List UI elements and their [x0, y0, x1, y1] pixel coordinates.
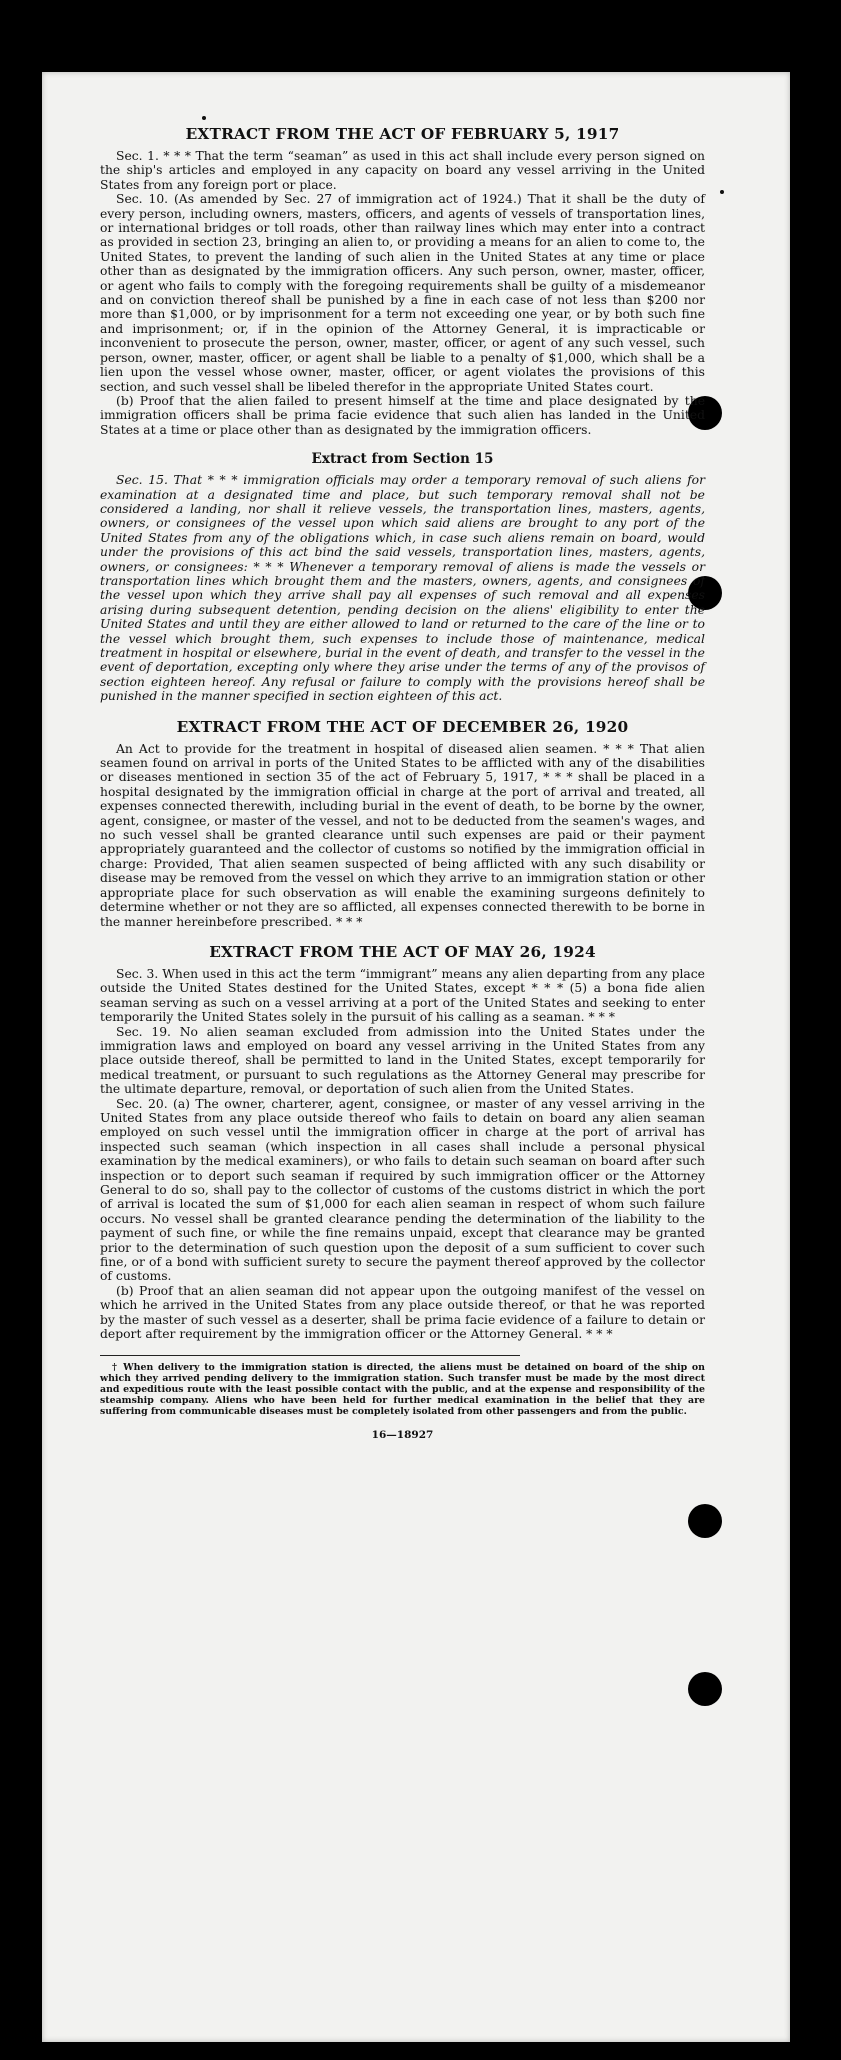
section-feb-1917 — [100, 125, 705, 437]
footnote-divider — [100, 1355, 520, 1356]
paragraph: (b) Proof that an alien seaman did not appear upon the outgoing manifest of the vessel on which he arrived in the United States from any place outside thereof, or that he was reported by the master of such vessel as a deserter, shall be prima facie evidence of a failure to detain or deport after requirement by the immigration officer or the Attorney General. * * * — [100, 1283, 705, 1342]
section-title: EXTRACT FROM THE ACT OF DECEMBER 26, 1920 — [176, 717, 629, 736]
paragraph: Sec. 19. No alien seaman excluded from admission into the United States under the immigration laws and employed on board any vessel arriving in the United States from any place outside thereof, shall be permitted to land in the United States, except temporarily for medical treatment, or pursuant to such regulations as the Attorney General may prescribe for the ultimate departure, removal, or deportation of such alien from the United States. — [100, 1024, 705, 1097]
form-number: 16—18927 — [371, 1429, 434, 1442]
section-dec-1920 — [100, 718, 705, 929]
paragraph: Sec. 20. (a) The owner, charterer, agent, consignee, or master of any vessel arriving in the United States from any place outside thereof who fails to detain on board any alien seaman employed on such vessel until the immigration officer in charge at the port of arrival has inspected such seaman (which inspection in all cases shall include a personal physical examination by the medical examiners), or who fails to detain such seaman on board after such inspection or to deport such seaman if required by such immigration officer or the Attorney General to do so, shall pay to the collector of customs of the customs district in which the port of arrival is located the sum of $1,000 for each alien seaman in respect of whom such failure occurs. No vessel shall be granted clearance pending the determination of the liability to the payment of such fine, or while the fine remains unpaid, except that clearance may be granted prior to the determination of such question upon the deposit of a sum sufficient to cover such fine, or of a bond with sufficient surety to secure the payment thereof approved by the collector of customs. — [100, 1096, 705, 1284]
paragraph: Sec. 1. * * * That the term “seaman” as used in this act shall include every person signed on the ship's articles and employed in any capacity on board any vessel arriving in the United States from any foreign port or place. — [100, 149, 705, 192]
paragraph: Sec. 15. That * * * immigration officials may order a temporary removal of such aliens for examination at a designated time and place, but such temporary removal shall not be considered a landing, nor shall it relieve vessels, the transportation lines, masters, agents, owners, or consignees of the vessel upon which said aliens are brought to any port of the United States from any of the obligations which, in case such aliens remain on board, would under the provisions of this act bind the said vessels, transportation lines, masters, agents, owners, or consignees: * * * Whenever a temporary removal of aliens is made the vessels or transportation lines which brought them and the masters, owners, agents, and consignees of the vessel upon which they arrive shall pay all expenses of such removal and all expenses arising during subsequent detention, pending decision on the aliens' eligibility to enter the United States and until they are either allowed to land or returned to the care of the line or to the vessel which brought them, such expenses to include those of maintenance, medical treatment in hospital or elsewhere, burial in the event of death, and transfer to the vessel in the event of deportation, excepting only where they arise under the terms of any of the provisos of section eighteen hereof. Any refusal or failure to comply with the provisions hereof shall be punished in the manner specified in section eighteen of this act. — [100, 473, 705, 704]
section-may-1924 — [100, 943, 705, 1342]
punch-hole — [688, 1504, 722, 1538]
paragraph: (b) Proof that the alien failed to present himself at the time and place designated by the immigration officers shall be prima facie evidence that such alien has landed in the United States at a time or place other than as designated by the immigration officers. — [100, 393, 705, 437]
speck — [720, 190, 724, 194]
speck — [202, 116, 206, 120]
section-subtitle: Extract from Section 15 — [311, 451, 494, 468]
section-title: EXTRACT FROM THE ACT OF FEBRUARY 5, 1917 — [185, 125, 620, 143]
section-15 — [100, 451, 705, 704]
document-body — [100, 125, 705, 1441]
paragraph: Sec. 3. When used in this act the term “immigrant” means any alien departing from any place outside the United States destined for the United States, except * * * (5) a bona fide alien seaman serving as such on a vessel arriving at a port of the United States and seeking to enter temporarily the United States solely in the pursuit of his calling as a seaman. * * * — [100, 966, 705, 1025]
paragraph: Sec. 10. (As amended by Sec. 27 of immigration act of 1924.) That it shall be the duty of every person, including owners, masters, officers, and agents of vessels of transportation lines, or international bridges or toll roads, other than railway lines which may enter into a contract as provided in section 23, bringing an alien to, or providing a means for an alien to come to, the United States, to prevent the landing of such alien in the United States at any time or place other than as designated by the immigration officers. Any such person, owner, master, officer, or agent who fails to comply with the foregoing requirements shall be guilty of a misdemeanor and on conviction thereof shall be punished by a fine in each case of not less than $200 nor more than $1,000, or by imprisonment for a term not exceeding one year, or by both such fine and imprisonment; or, if in the opinion of the Attorney General, it is impracticable or inconvenient to prosecute the person, owner, master, officer, or agent of any such vessel, such person, owner, master, officer, or agent shall be liable to a penalty of $1,000, which shall be a lien upon the vessel whose owner, master, officer, or agent violates the provisions of this section, and such vessel shall be libeled therefor in the appropriate United States court. — [100, 192, 705, 394]
paragraph: An Act to provide for the treatment in hospital of diseased alien seamen. * * * That alien seamen found on arrival in ports of the United States to be afflicted with any of the disabilities or diseases mentioned in section 35 of the act of February 5, 1917, * * * shall be placed in a hospital designated by the immigration official in charge at the port of arrival and treated, all expenses connected therewith, including burial in the event of death, to be borne by the owner, agent, consignee, or master of the vessel, and not to be deducted from the seamen's wages, and no such vessel shall be granted clearance until such expenses are paid or their payment appropriately guaranteed and the collector of customs so notified by the immigration official in charge: Provided, That alien seamen suspected of being afflicted with any such disability or disease may be removed from the vessel on which they arrive to an immigration station or other appropriate place for such observation as will enable the examining surgeons definitely to determine whether or not they are so afflicted, all expenses connected therewith to be borne in the manner hereinbefore prescribed. * * * — [100, 741, 705, 929]
footnote: † When delivery to the immigration station is directed, the aliens must be detained on board of the ship on which they arrived pending delivery to the immigration station. Such transfer must be made by the most direct and expeditious route with the least possible contact with the public, and at the expense and responsibility of the steamship company. Aliens who have been held for further medical examination in the belief that they are suffering from communicable diseases must be completely isolated from other passengers and from the public. — [100, 1362, 705, 1418]
section-title: EXTRACT FROM THE ACT OF MAY 26, 1924 — [209, 942, 596, 961]
punch-hole — [688, 1672, 722, 1706]
